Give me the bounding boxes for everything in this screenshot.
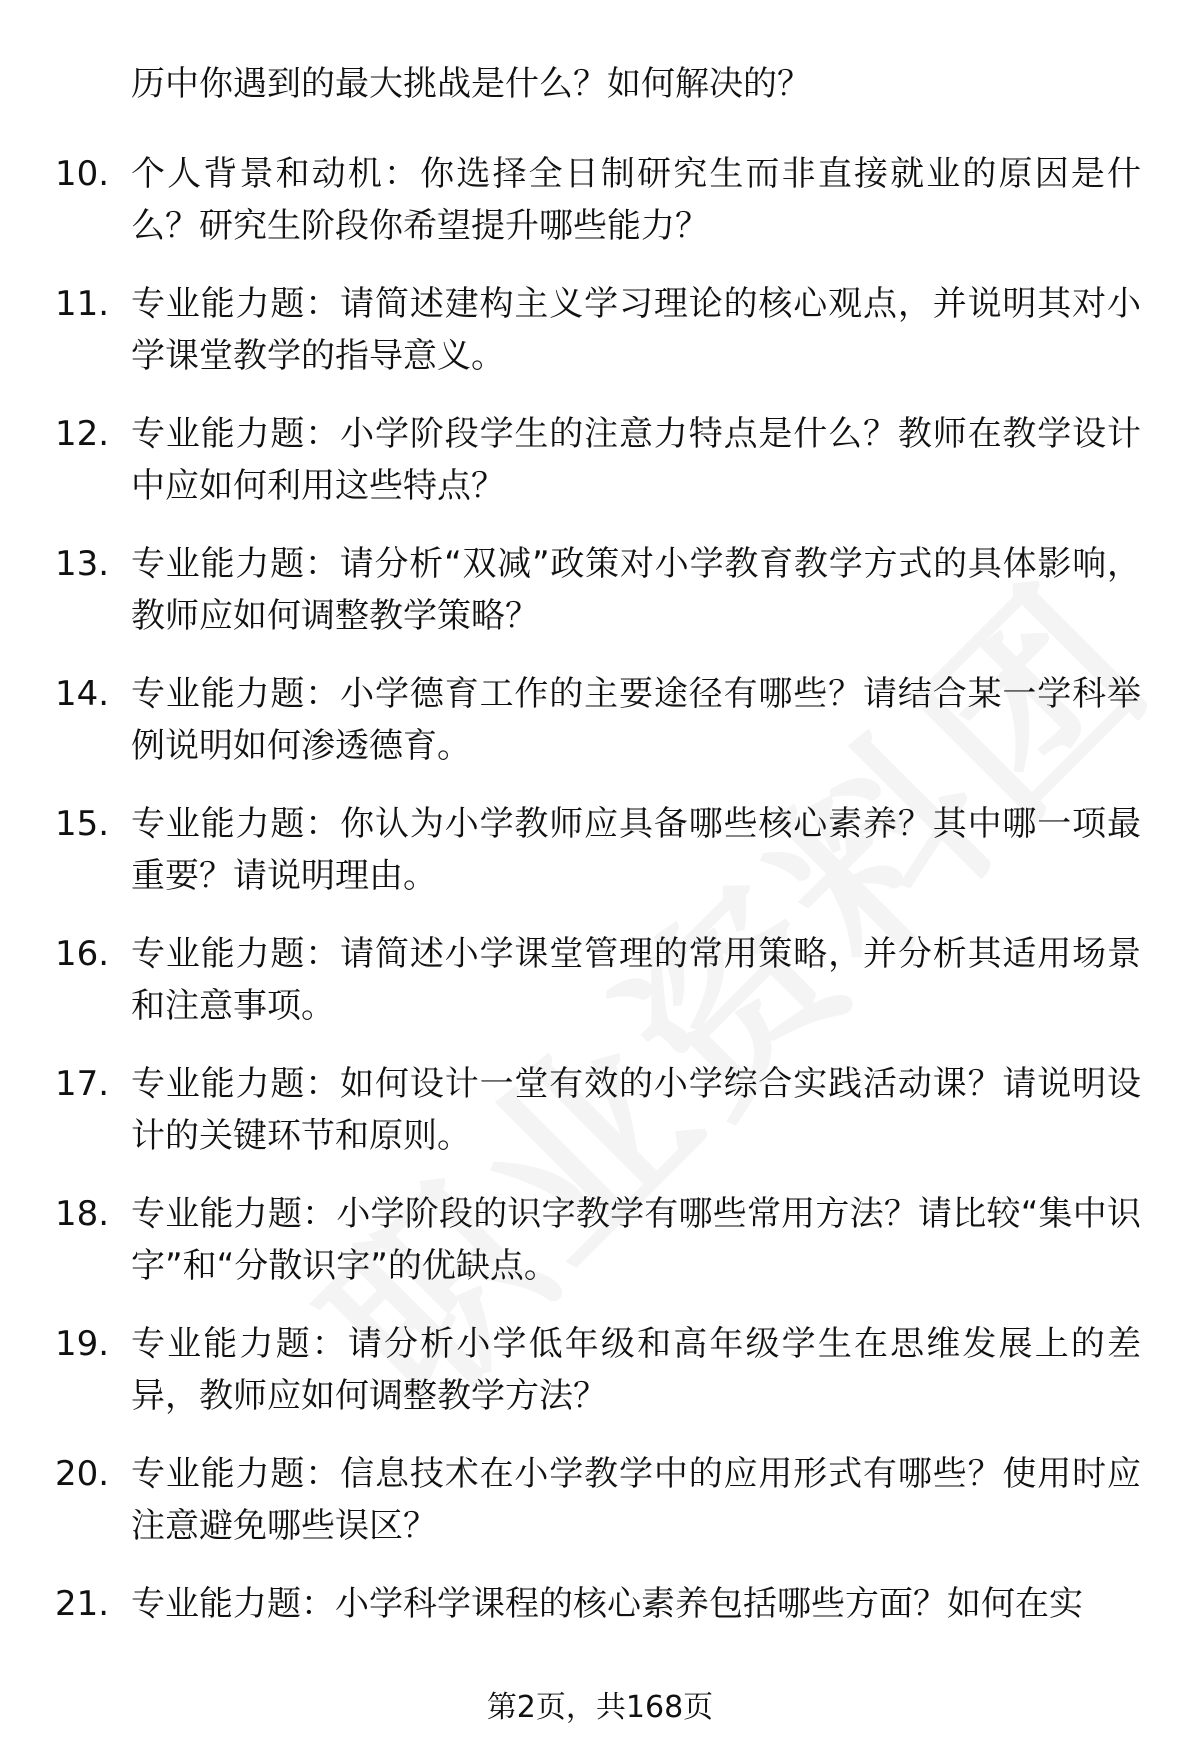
question-number: 14. (55, 674, 110, 714)
question-item (0, 668, 1200, 784)
question-number: 21. (55, 1584, 110, 1624)
question-number: 10. (55, 154, 110, 194)
question-number: 19. (55, 1324, 110, 1364)
question-number: 15. (55, 804, 110, 844)
question-number: 16. (55, 934, 110, 974)
continued-question-text: 历中你遇到的最大挑战是什么？如何解决的？ (131, 64, 811, 104)
question-item (0, 408, 1200, 524)
question-text: 专业能力题：你认为小学教师应具备哪些核心素养？其中哪一项最重要？请说明理由。 (131, 804, 1141, 896)
question-item (0, 1448, 1200, 1564)
question-item (0, 1318, 1200, 1434)
question-number: 12. (55, 414, 110, 454)
question-item (0, 1578, 1200, 1638)
question-text: 专业能力题：小学科学课程的核心素养包括哪些方面？如何在实 (131, 1584, 1083, 1624)
question-text: 专业能力题：请简述建构主义学习理论的核心观点，并说明其对小学课堂教学的指导意义。 (131, 284, 1141, 376)
question-text: 专业能力题：小学阶段的识字教学有哪些常用方法？请比较“集中识字”和“分散识字”的优缺点。 (131, 1194, 1141, 1286)
question-text: 专业能力题：请分析小学低年级和高年级学生在思维发展上的差异，教师应如何调整教学方法？ (131, 1324, 1141, 1416)
page-footer: 第2页，共168页 (486, 1690, 714, 1725)
question-item (0, 1058, 1200, 1174)
question-number: 13. (55, 544, 110, 584)
question-item (0, 148, 1200, 264)
question-item (0, 798, 1200, 914)
question-list (0, 148, 1200, 1652)
question-number: 20. (55, 1454, 110, 1494)
question-number: 11. (55, 284, 110, 324)
question-text: 专业能力题：请分析“双减”政策对小学教育教学方式的具体影响，教师应如何调整教学策略？ (131, 544, 1141, 636)
question-number: 17. (55, 1064, 110, 1104)
question-text: 专业能力题：信息技术在小学教学中的应用形式有哪些？使用时应注意避免哪些误区？ (131, 1454, 1141, 1546)
question-item (0, 928, 1200, 1044)
question-text: 专业能力题：小学德育工作的主要途径有哪些？请结合某一学科举例说明如何渗透德育。 (131, 674, 1141, 766)
question-text: 专业能力题：请简述小学课堂管理的常用策略，并分析其适用场景和注意事项。 (131, 934, 1141, 1026)
question-number: 18. (55, 1194, 110, 1234)
question-item (0, 538, 1200, 654)
question-text: 专业能力题：小学阶段学生的注意力特点是什么？教师在教学设计中应如何利用这些特点？ (131, 414, 1141, 506)
question-item (0, 278, 1200, 394)
question-text: 专业能力题：如何设计一堂有效的小学综合实践活动课？请说明设计的关键环节和原则。 (131, 1064, 1141, 1156)
question-text: 个人背景和动机：你选择全日制研究生而非直接就业的原因是什么？研究生阶段你希望提升哪些能力？ (131, 154, 1141, 246)
question-item (0, 1188, 1200, 1304)
